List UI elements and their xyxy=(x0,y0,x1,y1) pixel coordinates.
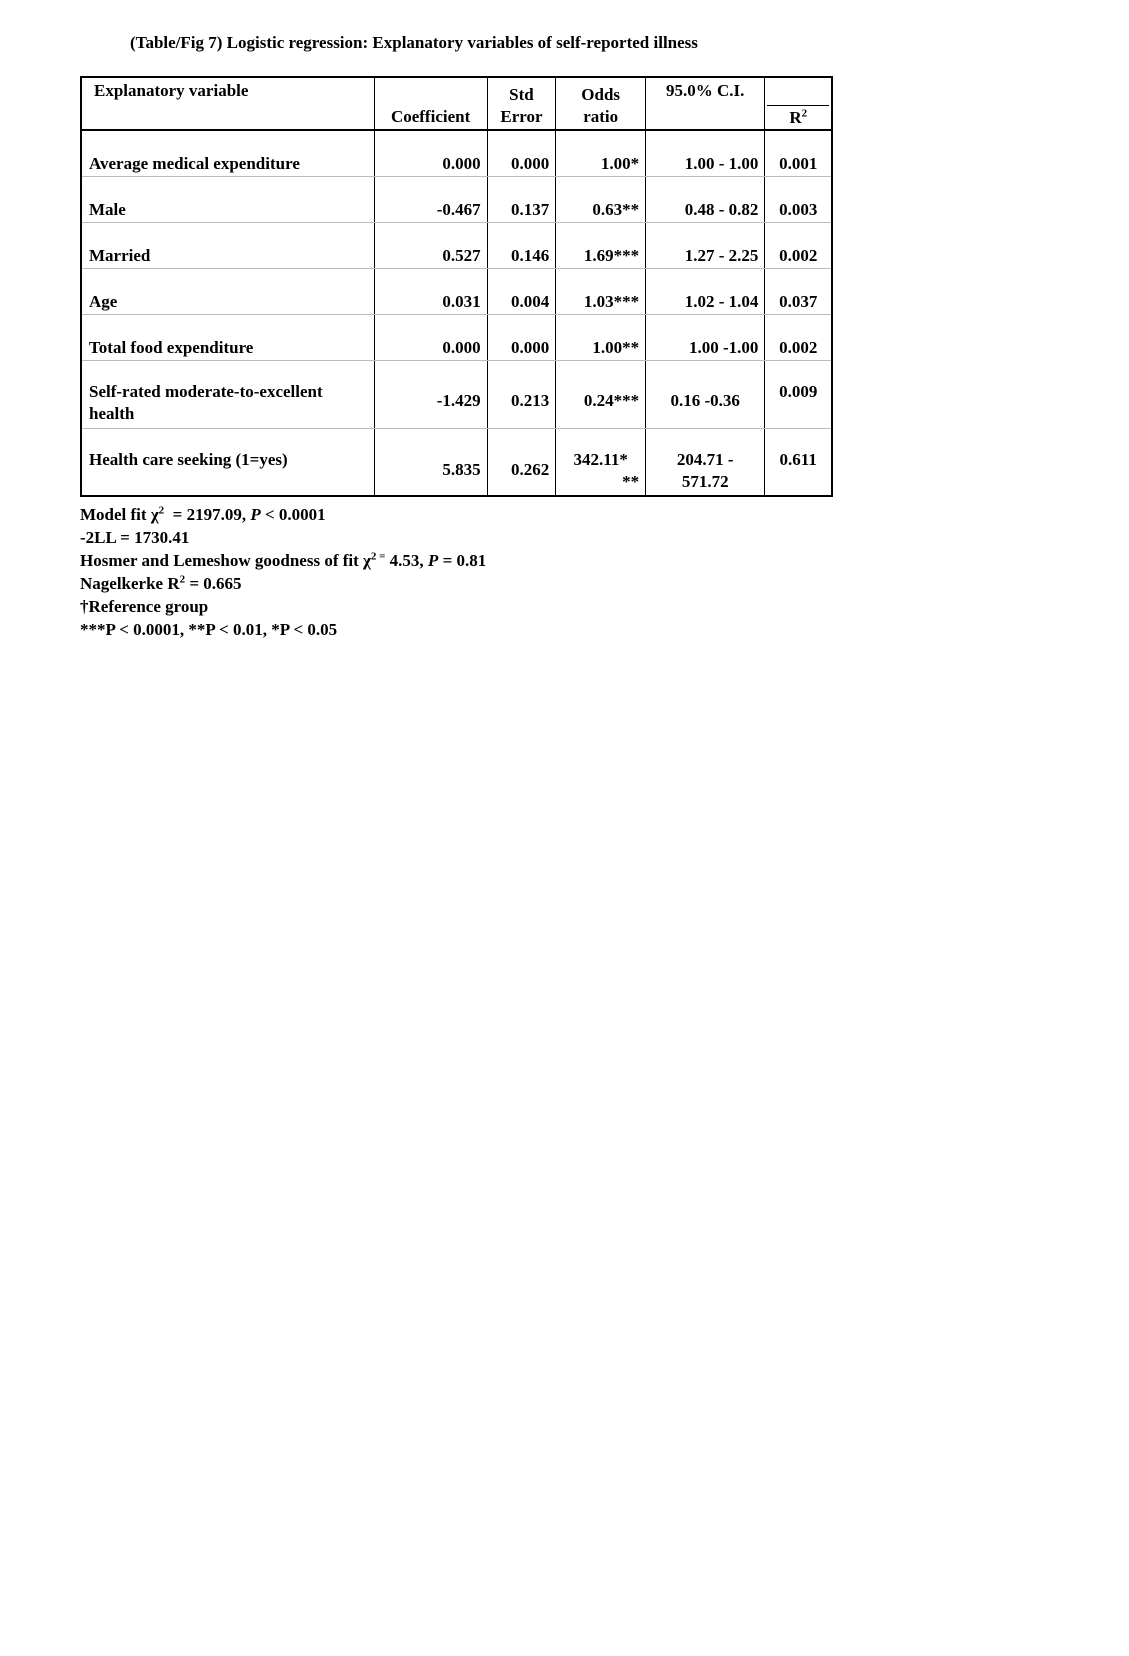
header-r2-sup: 2 xyxy=(801,107,808,120)
header-odds-ratio xyxy=(556,77,646,130)
note-hosmer xyxy=(80,549,486,572)
note-nagelkerke xyxy=(80,572,486,595)
header-coefficient: Coefficient xyxy=(374,77,487,130)
header-std-error-line2: Error xyxy=(500,107,543,126)
regression-table xyxy=(80,76,833,497)
row-odds-line1: 342.11* xyxy=(573,449,628,469)
row-ci: 1.00 - 1.00 xyxy=(646,130,765,176)
note-nagelkerke-value: = 0.665 xyxy=(185,574,242,593)
row-ci: 0.48 - 0.82 xyxy=(646,176,765,222)
row-odds-ratio: 1.69*** xyxy=(556,222,646,268)
row-variable: Health care seeking (1=yes) xyxy=(89,449,288,469)
row-r2: 0.611 xyxy=(765,428,832,496)
table-row xyxy=(81,268,832,314)
row-std-error: 0.137 xyxy=(487,176,556,222)
table-row xyxy=(81,428,832,496)
note-hosmer-value: 4.53, xyxy=(385,551,428,570)
row-std-error: 0.213 xyxy=(487,360,556,428)
row-variable xyxy=(81,360,374,428)
row-std-error: 0.004 xyxy=(487,268,556,314)
row-variable: Total food expenditure xyxy=(81,314,374,360)
row-coefficient: -0.467 xyxy=(374,176,487,222)
row-odds-ratio: 1.03*** xyxy=(556,268,646,314)
note-nagelkerke-sup: 2 xyxy=(179,573,186,586)
header-row xyxy=(81,77,832,130)
table-row xyxy=(81,222,832,268)
header-std-error xyxy=(487,77,556,130)
note-model-fit-label: Model fit χ xyxy=(80,505,159,524)
row-variable-line2: health xyxy=(89,403,135,423)
row-r2: 0.002 xyxy=(765,314,832,360)
note-significance: ***P < 0.0001, **P < 0.01, *P < 0.05 xyxy=(80,620,338,639)
row-odds-ratio: 0.63** xyxy=(556,176,646,222)
row-odds-ratio: 1.00* xyxy=(556,130,646,176)
table-row xyxy=(81,130,832,176)
row-ci-line1: 204.71 - xyxy=(676,449,734,469)
header-variable: Explanatory variable xyxy=(81,77,374,130)
row-r2: 0.037 xyxy=(765,268,832,314)
row-variable-line1: Self-rated moderate-to-excellent xyxy=(89,381,323,401)
row-odds-ratio: 0.24*** xyxy=(556,360,646,428)
row-r2: 0.002 xyxy=(765,222,832,268)
table-notes xyxy=(80,503,486,641)
row-ci: 1.02 - 1.04 xyxy=(646,268,765,314)
row-r2: 0.003 xyxy=(765,176,832,222)
note-reference: †Reference group xyxy=(80,597,209,616)
row-std-error: 0.000 xyxy=(487,314,556,360)
row-std-error: 0.146 xyxy=(487,222,556,268)
row-variable: Male xyxy=(81,176,374,222)
note-model-fit-sup: 2 xyxy=(158,504,165,517)
table-row xyxy=(81,314,832,360)
note-model-fit-p: P xyxy=(250,505,261,524)
table-title: (Table/Fig 7) Logistic regression: Explanatory variables of self-reported illness xyxy=(130,33,698,52)
table-row xyxy=(81,360,832,428)
row-ci: 1.27 - 2.25 xyxy=(646,222,765,268)
header-r2 xyxy=(765,77,832,130)
header-odds-line1: Odds xyxy=(581,85,621,104)
row-coefficient: 0.000 xyxy=(374,314,487,360)
row-coefficient: 0.031 xyxy=(374,268,487,314)
row-variable: Age xyxy=(81,268,374,314)
note-hosmer-p: P xyxy=(427,551,439,570)
row-coefficient: -1.429 xyxy=(374,360,487,428)
header-std-error-line1: Std xyxy=(509,85,534,104)
row-variable: Married xyxy=(81,222,374,268)
row-r2: 0.009 xyxy=(765,360,832,428)
note-hosmer-sup: 2 = xyxy=(370,550,386,563)
table-row xyxy=(81,176,832,222)
note-hosmer-label: Hosmer and Lemeshow goodness of fit χ xyxy=(80,551,371,570)
row-variable: Average medical expenditure xyxy=(81,130,374,176)
header-r2-label: R xyxy=(789,108,802,127)
row-ci-line2: 571.72 xyxy=(681,471,729,491)
row-ci: 1.00 -1.00 xyxy=(646,314,765,360)
note-model-fit-pvalue: < 0.0001 xyxy=(260,505,326,524)
header-odds-line2: ratio xyxy=(583,107,619,126)
row-r2: 0.001 xyxy=(765,130,832,176)
row-coefficient: 0.527 xyxy=(374,222,487,268)
row-odds-line2: ** xyxy=(622,471,640,491)
header-ci: 95.0% C.I. xyxy=(646,77,765,130)
row-ci xyxy=(646,428,765,496)
row-std-error: 0.000 xyxy=(487,130,556,176)
note-neg2ll: -2LL = 1730.41 xyxy=(80,528,190,547)
row-std-error: 0.262 xyxy=(487,428,556,496)
note-model-fit xyxy=(80,503,486,526)
note-nagelkerke-label: Nagelkerke R xyxy=(80,574,180,593)
row-odds-ratio: 1.00** xyxy=(556,314,646,360)
row-ci: 0.16 -0.36 xyxy=(646,360,765,428)
note-model-fit-value: = 2197.09, xyxy=(164,505,251,524)
row-coefficient: 5.835 xyxy=(374,428,487,496)
row-coefficient: 0.000 xyxy=(374,130,487,176)
row-odds-ratio xyxy=(556,428,646,496)
note-hosmer-pvalue: = 0.81 xyxy=(438,551,487,570)
